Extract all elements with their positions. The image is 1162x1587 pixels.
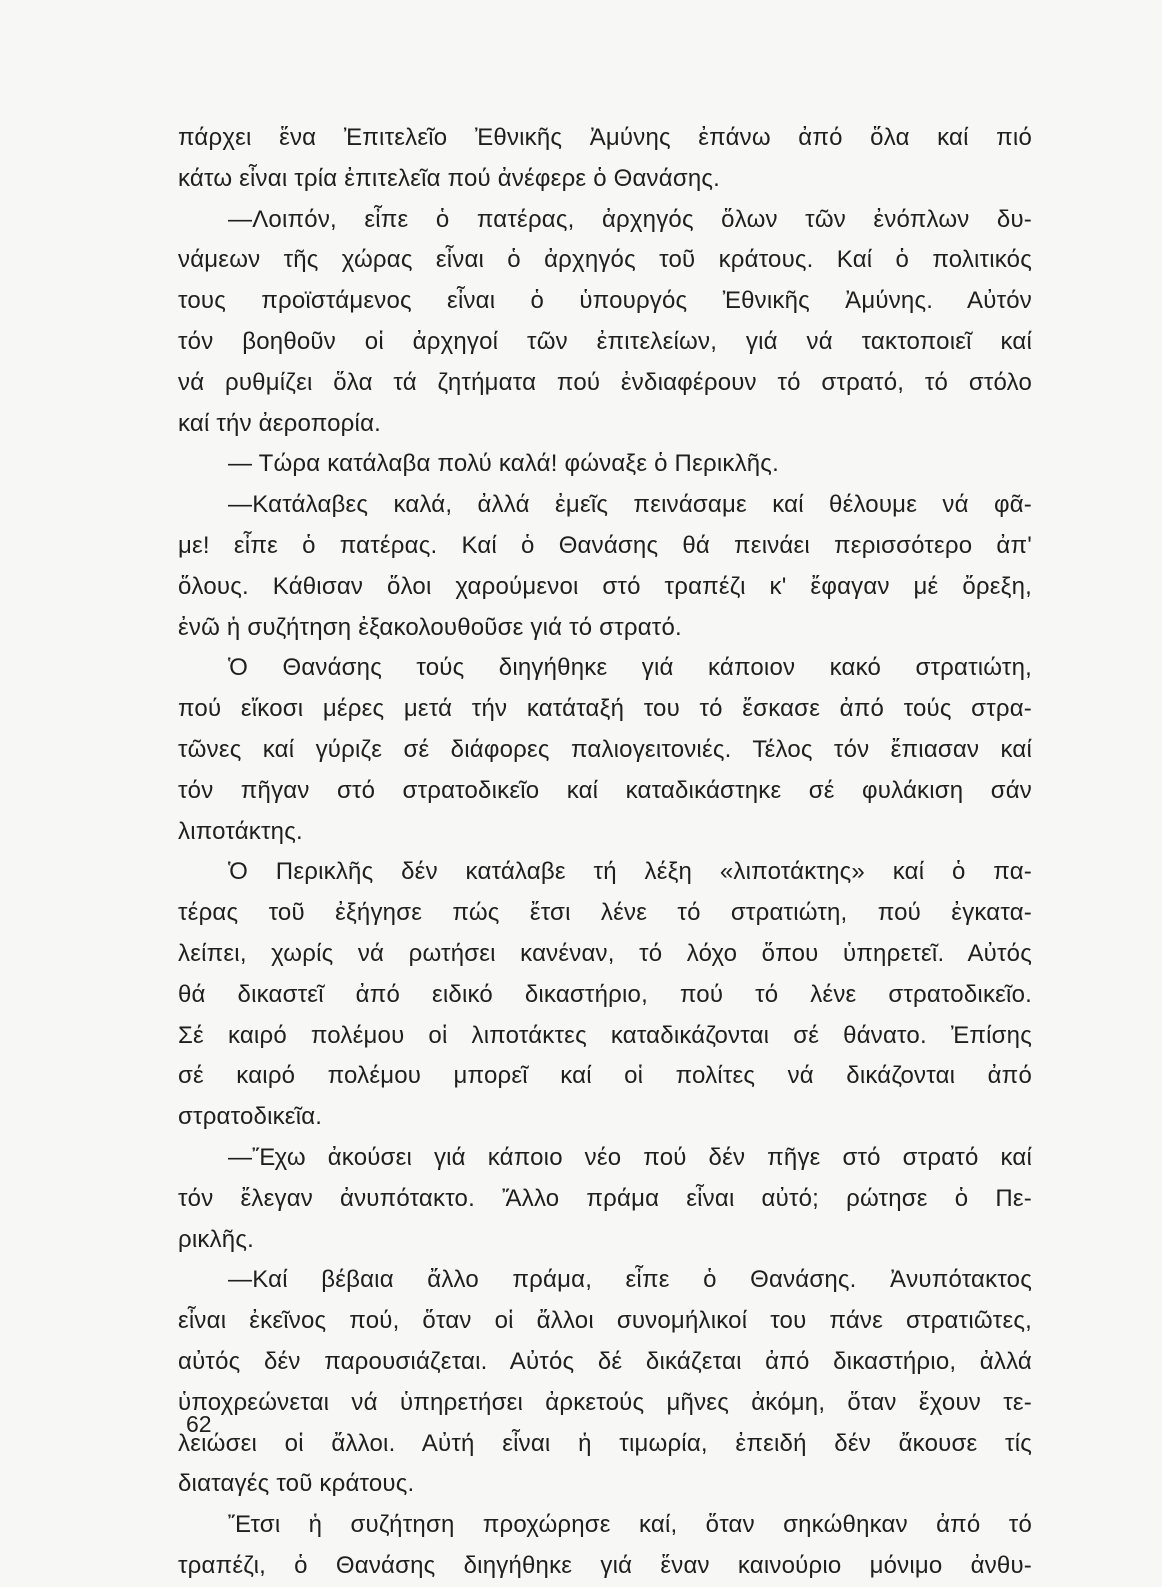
- text-line: ρικλῆς.: [178, 1225, 254, 1253]
- text-line: Ὁ Θανάσης τούς διηγήθηκε γιά κάποιον κακό στρατιώτη,: [228, 654, 1032, 682]
- text-line: τους προϊστάμενος εἶναι ὁ ὑπουργός Ἐθνικῆς Ἀμύνης. Αὐτόν: [178, 287, 1032, 315]
- text-line: λειώσει οἱ ἄλλοι. Αὐτή εἶναι ἡ τιμωρία, ἐπειδή δέν ἄκουσε τίς: [178, 1429, 1032, 1457]
- text-line: Ἔτσι ἡ συζήτηση προχώρησε καί, ὅταν σηκώθηκαν ἀπό τό: [228, 1511, 1032, 1539]
- text-line: —Λοιπόν, εἶπε ὁ πατέρας, ἀρχηγός ὅλων τῶν ἐνόπλων δυ-: [228, 205, 1032, 233]
- text-line: — Τώρα κατάλαβα πολύ καλά! φώναξε ὁ Περικλῆς.: [228, 450, 779, 478]
- text-line: —Κατάλαβες καλά, ἀλλά ἐμεῖς πεινάσαμε καί θέλουμε νά φᾶ-: [228, 491, 1032, 519]
- text-line: νάμεων τῆς χώρας εἶναι ὁ ἀρχηγός τοῦ κράτους. Καί ὁ πολιτικός: [178, 246, 1032, 274]
- body-text: [178, 118, 1032, 1587]
- text-line: λιποτάκτης.: [178, 817, 303, 845]
- text-line: αὐτός δέν παρουσιάζεται. Αὐτός δέ δικάζεται ἀπό δικαστήριο, ἀλλά: [178, 1347, 1032, 1375]
- text-line: πού εἴκοσι μέρες μετά τήν κατάταξή του τό ἔσκασε ἀπό τούς στρα-: [178, 695, 1032, 723]
- text-line: ὅλους. Κάθισαν ὅλοι χαρούμενοι στό τραπέζι κ' ἔφαγαν μέ ὄρεξη,: [178, 572, 1032, 600]
- text-line: πάρχει ἕνα Ἐπιτελεῖο Ἐθνικῆς Ἀμύνης ἐπάνω ἀπό ὅλα καί πιό: [178, 124, 1032, 151]
- text-line: εἶναι ἐκεῖνος πού, ὅταν οἱ ἄλλοι συνομήλικοί του πάνε στρατιῶτες,: [178, 1307, 1032, 1335]
- text-line: νά ρυθμίζει ὅλα τά ζητήματα πού ἐνδιαφέρουν τό στρατό, τό στόλο: [178, 368, 1032, 396]
- text-line: ὑποχρεώνεται νά ὑπηρετήσει ἀρκετούς μῆνες ἀκόμη, ὅταν ἔχουν τε-: [178, 1388, 1032, 1416]
- text-line: ἐνῶ ἡ συζήτηση ἐξακολουθοῦσε γιά τό στρατό.: [178, 613, 682, 641]
- text-line: τραπέζι, ὁ Θανάσης διηγήθηκε γιά ἕναν καινούριο μόνιμο ἀνθυ-: [178, 1551, 1032, 1579]
- text-line: διαταγές τοῦ κράτους.: [178, 1470, 415, 1498]
- text-line: κάτω εἶναι τρία ἐπιτελεῖα πού ἀνέφερε ὁ Θανάσης.: [178, 164, 721, 192]
- text-line: λείπει, χωρίς νά ρωτήσει κανέναν, τό λόχο ὅπου ὑπηρετεῖ. Αὐτός: [178, 939, 1032, 967]
- text-line: θά δικαστεῖ ἀπό ειδικό δικαστήριο, πού τό λένε στρατοδικεῖο.: [178, 980, 1032, 1008]
- text-line: σέ καιρό πολέμου μπορεῖ καί οἱ πολίτες νά δικάζονται ἀπό: [178, 1062, 1032, 1090]
- text-line: τῶνες καί γύριζε σέ διάφορες παλιογειτονιές. Τέλος τόν ἔπιασαν καί: [178, 735, 1032, 763]
- text-line: τόν βοηθοῦν οἱ ἀρχηγοί τῶν ἐπιτελείων, γιά νά τακτοποιεῖ καί: [178, 327, 1032, 355]
- text-line: τόν ἔλεγαν ἀνυπότακτο. Ἄλλο πράμα εἶναι αὐτό; ρώτησε ὁ Πε-: [178, 1184, 1032, 1212]
- text-line: Ὁ Περικλῆς δέν κατάλαβε τή λέξη «λιποτάκτης» καί ὁ πα-: [228, 858, 1032, 886]
- text-line: στρατοδικεῖα.: [178, 1103, 323, 1131]
- text-line: καί τήν ἀεροπορία.: [178, 409, 382, 437]
- text-line: τέρας τοῦ ἐξήγησε πώς ἔτσι λένε τό στρατιώτη, πού ἐγκατα-: [178, 899, 1032, 927]
- text-line: —Καί βέβαια ἄλλο πράμα, εἶπε ὁ Θανάσης. Ἀνυπότακτος: [228, 1266, 1032, 1294]
- page-number: 62: [186, 1411, 212, 1437]
- text-line: τόν πῆγαν στό στρατοδικεῖο καί καταδικάστηκε σέ φυλάκιση σάν: [178, 776, 1032, 804]
- text-line: με! εἶπε ὁ πατέρας. Καί ὁ Θανάσης θά πεινάει περισσότερο ἀπ': [178, 531, 1032, 559]
- text-line: —Ἔχω ἀκούσει γιά κάποιο νέο πού δέν πῆγε στό στρατό καί: [228, 1143, 1032, 1171]
- text-line: Σέ καιρό πολέμου οἱ λιποτάκτες καταδικάζονται σέ θάνατο. Ἐπίσης: [178, 1021, 1032, 1049]
